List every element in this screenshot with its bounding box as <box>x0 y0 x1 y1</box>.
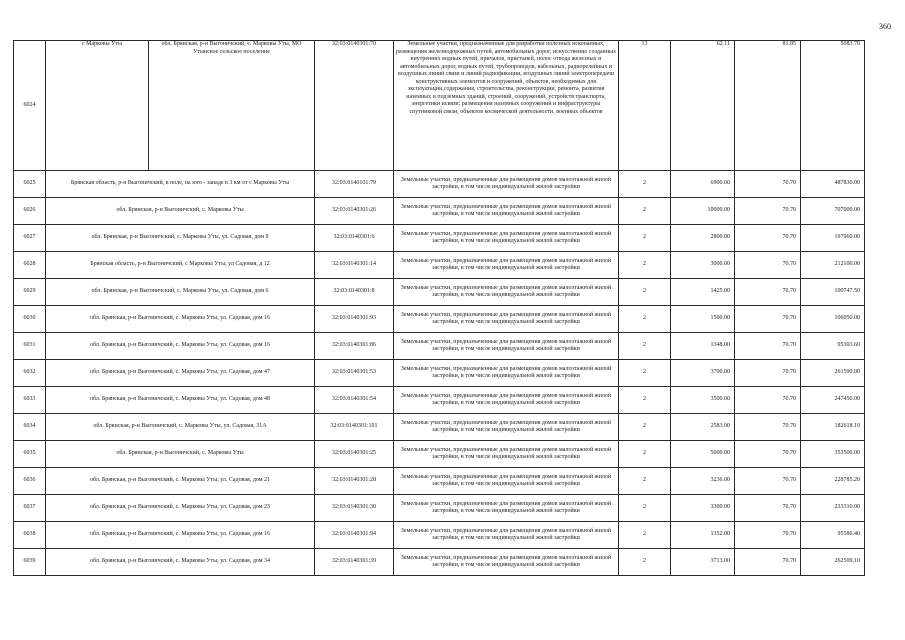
address: обл. Брянская, р-н Выгоничский, с. Марковы Уты, ул. Садовая, дом 16 <box>89 531 271 538</box>
cadastral-number: 32:03:0140301:70 <box>331 41 376 47</box>
category-cell <box>619 387 671 414</box>
cadastral-cell <box>315 279 394 306</box>
value-cell <box>801 414 865 441</box>
land-use: Земельные участки, предназначенные для размещения домов малоэтажной жилой застройки, в том числе индивидуальной жилой застройки <box>400 500 612 514</box>
address-cell <box>46 522 315 549</box>
cadastral-number: 32:03:0140301:14 <box>331 261 376 268</box>
address-cell <box>46 252 315 279</box>
land-use-cell <box>394 306 619 333</box>
land-use-cell <box>394 495 619 522</box>
address: обл. Брянская, р-н Выгоничский, с. Марковы Уты, ул. Садовая, дом 23 <box>89 504 271 511</box>
land-use: Земельные участки, предназначенные для размещения домов малоэтажной жилой застройки, в том числе индивидуальной жилой застройки <box>400 554 612 568</box>
cadastral-cell <box>315 549 394 576</box>
row-id-cell <box>14 468 46 495</box>
cadastral-cell <box>315 468 394 495</box>
cadastral-value: 212100.00 <box>834 261 860 268</box>
row-id-cell <box>14 279 46 306</box>
rate: 70.70 <box>782 423 796 430</box>
value-cell <box>801 468 865 495</box>
cadastral-value: 95586.40 <box>837 531 860 538</box>
row-id: 6028 <box>23 261 36 268</box>
row-id: 6036 <box>23 477 36 484</box>
rate-cell <box>735 225 801 252</box>
category: 2 <box>643 207 646 214</box>
land-use-cell <box>394 522 619 549</box>
land-registry-table <box>13 40 865 576</box>
land-use-cell <box>394 225 619 252</box>
cadastral-value: 182618.10 <box>834 423 860 430</box>
area-cell <box>671 171 735 198</box>
rate: 70.70 <box>782 342 796 349</box>
cadastral-cell <box>315 225 394 252</box>
address: обл. Брянская, р-н Выгоничский, с. Марковы Уты, ул. Садовая, дом 34 <box>89 558 271 565</box>
address-cell <box>149 41 315 171</box>
row-id-cell <box>14 41 46 171</box>
land-use-cell <box>394 41 619 171</box>
area: 1348.00 <box>710 342 730 349</box>
cadastral-value: 106050.00 <box>834 315 860 322</box>
cadastral-cell <box>315 306 394 333</box>
rate: 70.70 <box>782 396 796 403</box>
category: 2 <box>643 261 646 268</box>
row-id-cell <box>14 198 46 225</box>
land-use: Земельные участки, предназначенные для размещения домов малоэтажной жилой застройки, в том числе индивидуальной жилой застройки <box>400 257 612 271</box>
cadastral-value: 100747.50 <box>834 288 860 295</box>
cadastral-number: 32:03:0140301:93 <box>331 315 376 322</box>
land-use: Земельные участки, предназначенные для размещения домов малоэтажной жилой застройки, в том числе индивидуальной жилой застройки <box>400 446 612 460</box>
area: 1352.00 <box>710 531 730 538</box>
value-cell <box>801 306 865 333</box>
rate: 70.70 <box>782 477 796 484</box>
address: обл. Брянская, р-н Выгоничский, с. Марковы Уты <box>116 207 244 214</box>
rate-cell <box>735 333 801 360</box>
cadastral-value: 247450.00 <box>834 396 860 403</box>
category: 2 <box>643 396 646 403</box>
area-cell <box>671 441 735 468</box>
rate-cell <box>735 198 801 225</box>
area: 2800.00 <box>710 234 730 241</box>
cadastral-value: 5083.70 <box>840 41 860 47</box>
rate-cell <box>735 522 801 549</box>
cadastral-value: 95303.60 <box>837 342 860 349</box>
table-body <box>14 41 865 576</box>
land-use-cell <box>394 549 619 576</box>
category-cell <box>619 306 671 333</box>
category: 2 <box>643 558 646 565</box>
row-id-cell <box>14 171 46 198</box>
area: 3700.00 <box>710 369 730 376</box>
address-cell <box>46 198 315 225</box>
value-cell <box>801 171 865 198</box>
cadastral-number: 32:03:0140301:28 <box>331 477 376 484</box>
rate-cell <box>735 414 801 441</box>
cadastral-cell <box>315 252 394 279</box>
row-id: 6033 <box>23 396 36 403</box>
cadastral-cell <box>315 414 394 441</box>
table-row <box>14 171 865 198</box>
cadastral-cell <box>315 333 394 360</box>
address: обл. Брянская, р-н Выгоничский, с. Марковы Уты, ул. Садовая, дом 21 <box>89 477 271 484</box>
value-cell <box>801 333 865 360</box>
value-cell <box>801 549 865 576</box>
land-use: Земельные участки, предназначенные для размещения домов малоэтажной жилой застройки, в том числе индивидуальной жилой застройки <box>400 176 612 190</box>
table-row <box>14 225 865 252</box>
rate: 70.70 <box>782 288 796 295</box>
address: обл. Брянская, р-н Выгоничский, с. Марковы Уты, ул. Садовая, дом 9 <box>91 234 269 241</box>
address: обл. Брянская, р-н Выгоничский, с. Марковы Уты, ул. Садовая, дом 48 <box>89 396 271 403</box>
area-cell <box>671 360 735 387</box>
row-id: 6035 <box>23 450 36 457</box>
cadastral-value: 262509.10 <box>834 558 860 565</box>
area-cell <box>671 549 735 576</box>
category-cell <box>619 41 671 171</box>
address-cell <box>46 225 315 252</box>
category: 13 <box>641 41 648 47</box>
row-id-cell <box>14 441 46 468</box>
cadastral-value: 707000.00 <box>834 207 860 214</box>
land-use-cell <box>394 171 619 198</box>
category-cell <box>619 225 671 252</box>
cadastral-number: 32:03:0140301:26 <box>331 207 376 214</box>
category-cell <box>619 468 671 495</box>
rate: 70.70 <box>782 180 796 187</box>
area-cell <box>671 198 735 225</box>
cadastral-value: 228785.20 <box>834 477 860 484</box>
row-id-cell <box>14 360 46 387</box>
value-cell <box>801 387 865 414</box>
cadastral-cell <box>315 387 394 414</box>
table-row <box>14 279 865 306</box>
rate: 70.70 <box>782 315 796 322</box>
area-cell <box>671 387 735 414</box>
category-cell <box>619 522 671 549</box>
land-use-cell <box>394 360 619 387</box>
area: 2583.00 <box>710 423 730 430</box>
category: 2 <box>643 342 646 349</box>
table-row <box>14 441 865 468</box>
cadastral-number: 32:03:0140301:30 <box>331 504 376 511</box>
land-use: Земельные участки, предназначенные для размещения домов малоэтажной жилой застройки, в том числе индивидуальной жилой застройки <box>400 392 612 406</box>
area-cell <box>671 522 735 549</box>
row-id: 6026 <box>23 207 36 214</box>
rate-cell <box>735 549 801 576</box>
address: обл. Брянская, р-н Выгоничский, с. Марковы Уты, ул. Садовая, 31А <box>93 423 267 430</box>
area-cell <box>671 279 735 306</box>
table-row <box>14 468 865 495</box>
cadastral-number: 32:03:0140301:94 <box>331 531 376 538</box>
row-id-cell <box>14 387 46 414</box>
address-cell <box>46 441 315 468</box>
table-row <box>14 414 865 441</box>
cadastral-value: 487830.00 <box>834 180 860 187</box>
row-id-cell <box>14 306 46 333</box>
value-cell <box>801 198 865 225</box>
value-cell <box>801 41 865 171</box>
row-id: 6038 <box>23 531 36 538</box>
area-cell <box>671 252 735 279</box>
value-cell <box>801 360 865 387</box>
land-use: Земельные участки, предназначенные для размещения домов малоэтажной жилой застройки, в том числе индивидуальной жилой застройки <box>400 365 612 379</box>
table-row <box>14 549 865 576</box>
cadastral-cell <box>315 171 394 198</box>
row-id: 6037 <box>23 504 36 511</box>
area-cell <box>671 414 735 441</box>
cadastral-number: 32:03:0140301:101 <box>330 423 378 430</box>
address-cell <box>46 333 315 360</box>
area: 1425.00 <box>710 288 730 295</box>
rate-cell <box>735 387 801 414</box>
land-use-cell <box>394 387 619 414</box>
area: 3000.00 <box>710 261 730 268</box>
category-cell <box>619 171 671 198</box>
cadastral-value: 353500.00 <box>834 450 860 457</box>
address-cell <box>46 549 315 576</box>
cadastral-number: 32:03:0140301:25 <box>331 450 376 457</box>
row-id: 6034 <box>23 423 36 430</box>
address: обл. Брянская, р-н Выгоничский, с. Марковы Уты, ул. Садовая, дом 47 <box>89 369 271 376</box>
category-cell <box>619 333 671 360</box>
rate-cell <box>735 252 801 279</box>
category: 2 <box>643 450 646 457</box>
value-cell <box>801 279 865 306</box>
area: 1500.00 <box>710 315 730 322</box>
cadastral-number: 32:03:0140301:86 <box>331 342 376 349</box>
land-use-cell <box>394 252 619 279</box>
address-cell <box>46 414 315 441</box>
category: 2 <box>643 315 646 322</box>
cadastral-value: 233310.00 <box>834 504 860 511</box>
settlement-label: с Марковы Уты <box>82 41 123 47</box>
cadastral-number: 32:03:0140301:39 <box>331 558 376 565</box>
land-use: Земельные участки, предназначенные для разработки полезных ископаемых, размещения железнодорожных путей, автомобильных дорог, искусственно созданных внутренних водных путей, причалов, пристаней, полос отвода железных и автомобильных дорог, водных путей, трубопроводов, кабельных, радиорелейных и воздушных линий связи и линий радиофикации, воздушных линий электропередачи конструктивных элементов и сооружений, объектов, необходимых для эксплуатации,содержания, строительства, реконструкции, ремонта, развития наземных и подземных зданий, строений, сооружений, устройств транспорта, энергетики исвязи; размещения наземных сооружений и инфраструктуры спутниковой связи, объектов космической деятельности, военных объектов <box>396 41 617 115</box>
rate-cell <box>735 441 801 468</box>
land-use-cell <box>394 279 619 306</box>
address-cell <box>46 306 315 333</box>
category: 2 <box>643 504 646 511</box>
page-number: 360 <box>879 22 891 31</box>
cadastral-cell <box>315 41 394 171</box>
table-row <box>14 522 865 549</box>
row-id: 6027 <box>23 234 36 241</box>
rate: 70.70 <box>782 261 796 268</box>
value-cell <box>801 441 865 468</box>
cadastral-number: 32:03:0140101:79 <box>331 180 376 187</box>
value-cell <box>801 252 865 279</box>
rate: 70.70 <box>782 369 796 376</box>
address-cell <box>46 387 315 414</box>
address: обл. Брянская, р-н Выгоничский, с. Марковы Уты, ул. Садовая, дом 16 <box>89 315 271 322</box>
category: 2 <box>643 234 646 241</box>
area: 3500.00 <box>710 396 730 403</box>
address-cell <box>46 495 315 522</box>
address: обл. Брянская, р-н Выгоничский, с. Марковы Уты, ул. Садовая, дом 6 <box>91 288 269 295</box>
area-cell <box>671 225 735 252</box>
rate-cell <box>735 468 801 495</box>
table-row <box>14 198 865 225</box>
value-cell <box>801 225 865 252</box>
row-id: 6029 <box>23 288 36 295</box>
table-row <box>14 41 865 171</box>
area: 3236.00 <box>710 477 730 484</box>
cadastral-cell <box>315 522 394 549</box>
address-cell <box>46 171 315 198</box>
row-id-cell <box>14 495 46 522</box>
row-id: 6024 <box>23 101 36 108</box>
land-use: Земельные участки, предназначенные для размещения домов малоэтажной жилой застройки, в том числе индивидуальной жилой застройки <box>400 284 612 298</box>
cadastral-number: 32:03:0140301:6 <box>333 234 375 241</box>
row-id: 6032 <box>23 369 36 376</box>
land-use: Земельные участки, предназначенные для размещения домов малоэтажной жилой застройки, в том числе индивидуальной жилой застройки <box>400 527 612 541</box>
area: 3300.00 <box>710 504 730 511</box>
address-cell <box>46 360 315 387</box>
address: Брянская область, р-н Выгоничский, с Марковы Уты, ул Садовая, д 12 <box>90 261 270 268</box>
category-cell <box>619 252 671 279</box>
row-id-cell <box>14 333 46 360</box>
row-id-cell <box>14 414 46 441</box>
area: 10000.00 <box>707 207 730 214</box>
cadastral-value: 197960.00 <box>834 234 860 241</box>
rate-cell <box>735 495 801 522</box>
category-cell <box>619 198 671 225</box>
row-id-cell <box>14 549 46 576</box>
cadastral-value: 261590.00 <box>834 369 860 376</box>
row-id: 6025 <box>23 180 36 187</box>
category-cell <box>619 360 671 387</box>
cadastral-cell <box>315 360 394 387</box>
category: 2 <box>643 423 646 430</box>
category: 2 <box>643 369 646 376</box>
rate: 70.70 <box>782 531 796 538</box>
row-id-cell <box>14 522 46 549</box>
category-cell <box>619 495 671 522</box>
address: обл. Брянская, р-н Выгоничский, с. Марковы Уты <box>116 450 244 457</box>
table-row <box>14 252 865 279</box>
area: 5000.00 <box>710 450 730 457</box>
land-use-cell <box>394 441 619 468</box>
rate-cell <box>735 306 801 333</box>
address: Брянская область, р-н Выгоничский, в поле, на юго - западе в 3 км от с Марковы Уты <box>70 180 290 187</box>
rate-cell <box>735 360 801 387</box>
category: 2 <box>643 288 646 295</box>
category-cell <box>619 279 671 306</box>
table-row <box>14 360 865 387</box>
land-use: Земельные участки, предназначенные для размещения домов малоэтажной жилой застройки, в том числе индивидуальной жилой застройки <box>400 473 612 487</box>
settlement-cell <box>46 41 149 171</box>
land-use-cell <box>394 468 619 495</box>
area: 3713.00 <box>710 558 730 565</box>
land-use-cell <box>394 333 619 360</box>
cadastral-cell <box>315 198 394 225</box>
category: 2 <box>643 531 646 538</box>
table-row <box>14 387 865 414</box>
value-cell <box>801 522 865 549</box>
rate-cell <box>735 171 801 198</box>
area: 6900.00 <box>710 180 730 187</box>
category-cell <box>619 441 671 468</box>
table-row <box>14 333 865 360</box>
land-use: Земельные участки, предназначенные для размещения домов малоэтажной жилой застройки, в том числе индивидуальной жилой застройки <box>400 419 612 433</box>
rate: 81.85 <box>782 41 796 47</box>
land-use: Земельные участки, предназначенные для размещения домов малоэтажной жилой застройки, в том числе индивидуальной жилой застройки <box>400 230 612 244</box>
land-use: Земельные участки, предназначенные для размещения домов малоэтажной жилой застройки, в том числе индивидуальной жилой застройки <box>400 203 612 217</box>
land-use: Земельные участки, предназначенные для размещения домов малоэтажной жилой застройки, в том числе индивидуальной жилой застройки <box>400 311 612 325</box>
area-cell <box>671 41 735 171</box>
rate: 70.70 <box>782 207 796 214</box>
cadastral-number: 32:03:0140301:53 <box>331 369 376 376</box>
cadastral-cell <box>315 441 394 468</box>
row-id: 6031 <box>23 342 36 349</box>
address: обл. Брянская, р-н Выгоничский, с. Марковы Уты, МО Утынское сельское поселение <box>161 41 302 55</box>
area-cell <box>671 333 735 360</box>
land-use-cell <box>394 198 619 225</box>
category-cell <box>619 549 671 576</box>
land-use-cell <box>394 414 619 441</box>
cadastral-cell <box>315 495 394 522</box>
row-id-cell <box>14 225 46 252</box>
cadastral-number: 32:03:0140301:8 <box>333 288 375 295</box>
rate-cell <box>735 41 801 171</box>
category: 2 <box>643 477 646 484</box>
rate: 70.70 <box>782 234 796 241</box>
rate-cell <box>735 279 801 306</box>
area-cell <box>671 495 735 522</box>
row-id: 6039 <box>23 558 36 565</box>
cadastral-number: 32:03:0140301:54 <box>331 396 376 403</box>
row-id: 6030 <box>23 315 36 322</box>
value-cell <box>801 495 865 522</box>
address-cell <box>46 279 315 306</box>
rate: 70.70 <box>782 504 796 511</box>
address-cell <box>46 468 315 495</box>
area-cell <box>671 306 735 333</box>
rate: 70.70 <box>782 558 796 565</box>
land-use: Земельные участки, предназначенные для размещения домов малоэтажной жилой застройки, в том числе индивидуальной жилой застройки <box>400 338 612 352</box>
table-row <box>14 495 865 522</box>
row-id-cell <box>14 252 46 279</box>
address: обл. Брянская, р-н Выгоничский, с. Марковы Уты, ул. Садовая, дом 16 <box>89 342 271 349</box>
table-row <box>14 306 865 333</box>
category: 2 <box>643 180 646 187</box>
category-cell <box>619 414 671 441</box>
area-cell <box>671 468 735 495</box>
area: 62.11 <box>716 41 730 47</box>
rate: 70.70 <box>782 450 796 457</box>
